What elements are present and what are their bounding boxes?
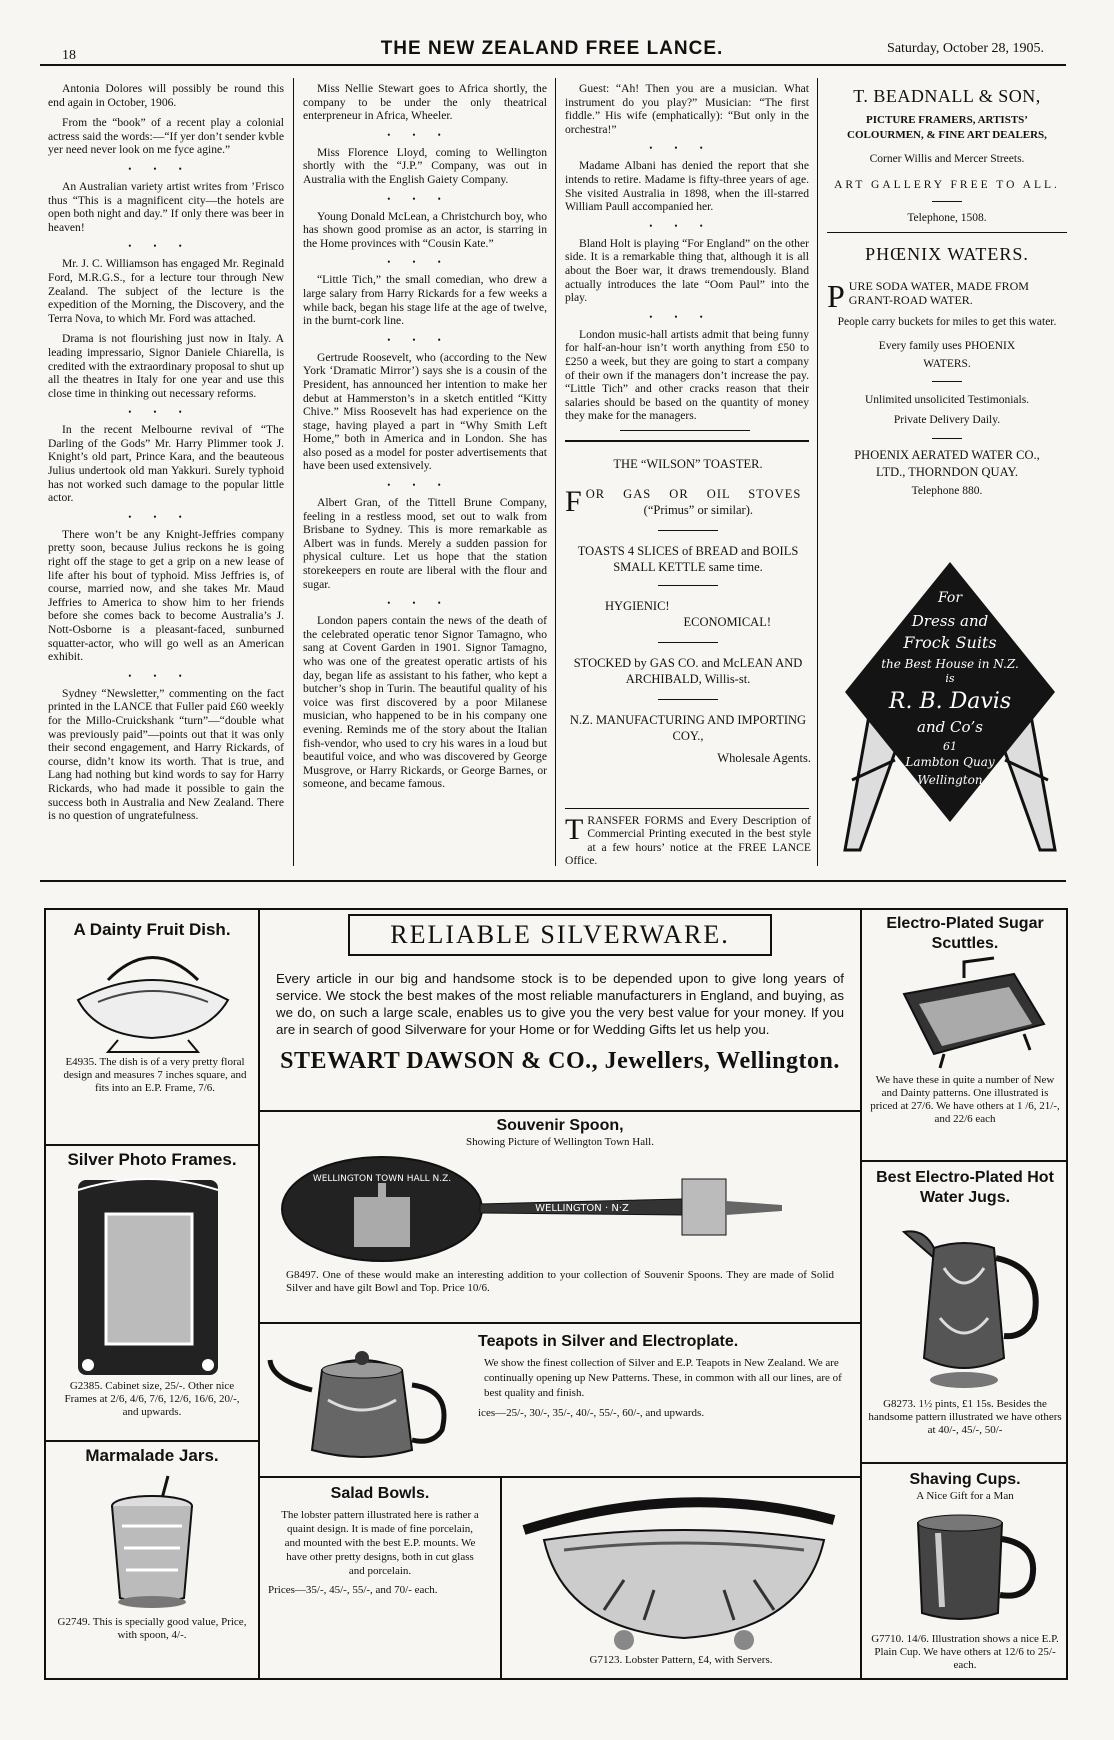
news-item: London papers contain the news of the death of the celebrated operatic tenor Signor Tamagno, who sang at Covent Garden in 1901. Signor Tamagno, who was one of the greatest operatic artists of his day, began life as assistant to his father, who kept a butcher’s shop in Turin. The beautiful quality of his voice was first discovered by a poor Milanese musician, who happened to be in his company one evening. Reminds me of the story about the Italian fish-vendor, who used to cry his wares in a loud but beautiful voice, and who was discovered by George Musgrove, or Harry Rickards, or George Barnes, or someone, and became famous. xyxy=(303,614,547,791)
ad-line: STOCKED by GAS CO. and McLEAN AND ARCHIBALD, Willis-st. xyxy=(573,656,803,686)
sign-line: and Co’s xyxy=(917,718,983,736)
news-column-3 xyxy=(565,82,809,432)
news-item: Miss Nellie Stewart goes to Africa shortly, the company to be under the only theatrical enterpreneur in Africa, Wheeler. xyxy=(303,82,547,123)
souvenir-spoon-illustration xyxy=(262,1149,858,1269)
ad-divider xyxy=(932,381,962,382)
sugar-scuttles-panel xyxy=(864,914,1066,1126)
ad-line: (“Primus” or similar). xyxy=(643,503,754,517)
separator-dots: ••• xyxy=(649,143,725,154)
beadnall-ad xyxy=(827,82,1067,226)
separator-dots: ••• xyxy=(387,480,463,491)
ad-title: T. BEADNALL & SON, xyxy=(853,86,1041,106)
panel-caption: G8273. 1½ pints, £1 15s. Besides the handsome pattern illustrated we have others at 40/-, 45/-, 50/- xyxy=(868,1398,1062,1436)
ad-divider xyxy=(258,1476,862,1478)
column-divider xyxy=(293,78,294,866)
separator-dots: ••• xyxy=(128,163,204,174)
sign-line: is xyxy=(945,672,955,685)
ad-text: RANSFER FORMS and Every Description of Commercial Printing executed in the best style at a few hours’ notice at the FREE LANCE Office. xyxy=(565,814,811,868)
panel-title: A Dainty Fruit Dish. xyxy=(73,920,231,939)
silverware-headline-panel xyxy=(262,914,858,1075)
ad-line: Every family uses PHOENIX WATERS. xyxy=(878,340,1016,370)
issue-date: Saturday, October 28, 1905. xyxy=(887,41,1044,56)
ad-divider xyxy=(932,438,962,439)
page-number: 18 xyxy=(62,48,76,63)
souvenir-spoon-panel xyxy=(262,1116,858,1295)
panel-title: Best Electro-Plated Hot Water Jugs. xyxy=(876,1169,1054,1206)
davis-sign-illustration xyxy=(840,560,1060,870)
salad-bowls-panel xyxy=(264,1484,496,1597)
ad-line: ECONOMICAL! xyxy=(683,615,771,629)
separator-dots: ••• xyxy=(128,241,204,252)
ad-line: TOASTS 4 SLICES of BREAD and BOILS SMALL KETTLE same time. xyxy=(577,544,799,574)
masthead-rule xyxy=(40,64,1066,66)
hot-water-jug-illustration xyxy=(864,1208,1066,1398)
panel-caption: G7710. 14/6. Illustration shows a nice E.P. Plain Cup. We have others at 12/6 to 25/- each. xyxy=(871,1633,1059,1671)
ad-divider xyxy=(258,1110,862,1112)
davis-tailor-ad xyxy=(840,560,1060,870)
sign-line: Dress and xyxy=(911,612,989,630)
ad-line: PHOENIX AERATED WATER CO., LTD., THORNDON QUAY. xyxy=(854,448,1040,479)
news-item: Gertrude Roosevelt, who (according to the New York ‘Dramatic Mirror’) says she is a cousin of the President, has announced her intention to make her debut at Hammerston’s in a sketch entitled “Kitty Chive.” Miss Roosevelt has had experience on the stage, having played a part in “Why Smith Left Home,” both in America and in London. She has also posed as a model for poster advertisements that have been used extensively. xyxy=(303,350,547,473)
ad-divider xyxy=(258,1322,862,1324)
ad-divider xyxy=(44,1144,260,1146)
separator-dots: ••• xyxy=(649,220,725,231)
marmalade-panel xyxy=(48,1446,256,1642)
sign-line: Lambton Quay xyxy=(905,755,995,769)
panel-caption: G2385. Cabinet size, 25/-. Other nice Frames at 2/6, 4/6, 7/6, 12/6, 16/6, 20/-, and upwards. xyxy=(64,1380,240,1418)
lobster-bowl-panel xyxy=(504,1480,858,1678)
ad-divider xyxy=(500,1476,502,1680)
ad-title: PHŒNIX WATERS. xyxy=(865,244,1029,264)
ad-line: Unlimited unsolicited Testimonials. xyxy=(864,394,1030,406)
panel-caption: G8497. One of these would make an interesting addition to your collection of Souvenir Spoons. They are made of Solid Silver and have gilt Bowl and Top. Price 10/6. xyxy=(286,1269,834,1294)
panel-caption: G2749. This is specially good value, Price, with spoon, 4/-. xyxy=(57,1616,247,1641)
ad-line: Corner Willis and Mercer Streets. xyxy=(869,153,1025,165)
headline-frame xyxy=(348,914,772,956)
section-rule xyxy=(40,880,1066,882)
news-item: London music-hall artists admit that being funny for half-an-hour isn’t worth anything from £50 to £250 a week, but they are going to start a company of their own if the managers don’t increase the pay. “Little Tich” and other cracks reason that their salaries should be based on the quantity of money they make for the managers. xyxy=(565,327,809,423)
sign-line: 61 xyxy=(943,740,957,753)
ad-divider xyxy=(44,1440,260,1442)
hot-water-jugs-panel xyxy=(864,1168,1066,1437)
sign-line: Frock Suits xyxy=(903,633,997,652)
separator-dots: ••• xyxy=(387,193,463,204)
panel-caption: The lobster pattern illustrated here is rather a quaint design. It is made of fine porcelain, and mounted with the best E.P. mounts. We have other pretty designs, both in cut glass and porcelain. xyxy=(281,1509,479,1577)
news-item: From the “book” of a recent play a colonial actress said the words:—“If yer don’t sender kvble yer need never look on me fyce agine.” xyxy=(48,116,284,157)
panel-subtitle: Showing Picture of Wellington Town Hall. xyxy=(466,1136,654,1148)
news-item: An Australian variety artist writes from ’Frisco thus “This is a magnificent city—the hotels are open both night and day.” If only there was beer in heaven! xyxy=(48,179,284,234)
panel-subtitle: A Nice Gift for a Man xyxy=(916,1490,1014,1502)
sign-line: the Best House in N.Z. xyxy=(881,657,1019,671)
panel-title: Salad Bowls. xyxy=(330,1485,430,1502)
separator-dots: ••• xyxy=(128,670,204,681)
photo-frames-panel xyxy=(48,1150,256,1419)
fruit-dish-illustration xyxy=(48,940,256,1056)
transfer-forms-ad xyxy=(565,814,811,868)
news-column-2 xyxy=(303,82,547,872)
panel-title: Teapots in Silver and Electroplate. xyxy=(478,1333,739,1350)
ad-line: OR GAS OR OIL STOVES xyxy=(585,487,802,501)
panel-caption: E4935. The dish is of a very pretty floral design and measures 7 inches square, and fits into an E.P. Frame, 7/6. xyxy=(63,1056,247,1094)
ad-divider xyxy=(620,430,750,431)
teapots-panel xyxy=(262,1328,858,1474)
ad-divider xyxy=(658,642,718,643)
ad-divider xyxy=(658,585,718,586)
ad-line: Telephone, 1508. xyxy=(907,212,987,224)
news-column-1 xyxy=(48,82,284,872)
news-item: Bland Holt is playing “For England” on the other side. It is a remarkable thing that, although it is all about the Boer war, it draws tremendously. Bland actually introduces the late “Oom Paul” into the play. xyxy=(565,236,809,305)
separator-dots: ••• xyxy=(128,407,204,418)
silverware-headline: RELIABLE SILVERWARE. xyxy=(390,920,730,949)
ad-divider xyxy=(565,440,809,442)
separator-dots: ••• xyxy=(387,598,463,609)
shaving-cup-illustration xyxy=(864,1503,1066,1633)
separator-dots: ••• xyxy=(128,511,204,522)
panel-title: Silver Photo Frames. xyxy=(67,1150,237,1169)
newspaper-title: THE NEW ZEALAND FREE LANCE. xyxy=(380,38,724,59)
panel-caption: We have these in quite a number of New and Dainty patterns. One illustrated is priced at 27/6. We have others at 1 /6, 21/-, and 22/6 each xyxy=(870,1074,1060,1125)
sugar-scuttle-illustration xyxy=(864,954,1066,1074)
separator-dots: ••• xyxy=(387,129,463,140)
teapot-illustration xyxy=(262,1330,472,1470)
ad-divider xyxy=(258,908,260,1680)
lobster-bowl-illustration xyxy=(504,1480,858,1652)
panel-title: Souvenir Spoon, xyxy=(496,1117,624,1134)
news-item: There won’t be any Knight-Jeffries company pretty soon, because Julius reckons he is going right off the stage to get a grip on a new lease of life after his bout of typhoid. Miss Jeffries is, of course, married now, and she takes Mr. Maud Jeffries to America to show him to her friends before she comes back to become Australia’s J. Nott-Osborne is a pleasant-faced, sunburned squatter-actor, who will go well as an American exhibit. xyxy=(48,527,284,664)
ad-divider xyxy=(860,1160,1068,1162)
news-item: Antonia Dolores will possibly be round this end again in October, 1906. xyxy=(48,82,284,109)
ad-divider xyxy=(932,201,962,202)
ad-title: THE “WILSON” TOASTER. xyxy=(613,457,763,471)
ad-line: Private Delivery Daily. xyxy=(893,414,1001,426)
spoon-handle-text: WELLINGTON · N·Z xyxy=(535,1203,629,1214)
news-item: Sydney “Newsletter,” commenting on the fact printed in the LANCE that Fuller paid £60 weekly for the Millo-Cruickshank “turn”—“double what was previously paid”—points out that it was only their second engagement, and Harry Rickards, of course, didn’t know its worth. That is true, and Lang had nothing but kind words to say for Harry Rickards, who had made it possible to gain the success both in Australia and New Zealand. There is no question of ungratefulness. xyxy=(48,686,284,823)
news-item: Madame Albani has denied the report that she intends to retire. Madame is fifty-three years of age. She visited Australia in 1898, when the ill-starred William Paull accompanied her. xyxy=(565,159,809,214)
phoenix-waters-ad xyxy=(827,240,1067,499)
panel-title: Shaving Cups. xyxy=(909,1471,1021,1488)
separator-dots: ••• xyxy=(387,334,463,345)
drop-cap: P xyxy=(827,278,845,314)
panel-caption: G7123. Lobster Pattern, £4, with Servers. xyxy=(589,1654,773,1666)
wilson-toaster-ad xyxy=(565,448,811,798)
panel-prices: Prices—35/-, 45/-, 55/-, and 70/- each. xyxy=(268,1584,438,1596)
ad-divider xyxy=(658,699,718,700)
sign-line: For xyxy=(937,590,963,606)
ad-divider xyxy=(658,530,718,531)
fruit-dish-panel xyxy=(48,920,256,1095)
news-item: Drama is not flourishing just now in Italy. A leading impressario, Signor Daniele Chiarella, is credited with the extraordinary proposal to shut up all the theatres in Italy for one year and use this close time in thinking out necessary reforms. xyxy=(48,332,284,400)
spoon-bowl-text: WELLINGTON TOWN HALL N.Z. xyxy=(312,1174,452,1184)
news-item: Young Donald McLean, a Christchurch boy, who has shown good promise as an actor, is starring in the Home provinces with “Cousin Kate.” xyxy=(303,209,547,250)
sign-line: R. B. Davis xyxy=(888,689,1012,714)
news-item: Mr. J. C. Williamson has engaged Mr. Reginald Ford, M.R.G.S., for a lecture tour through New Zealand. The subject of the lecture is the expedition of the Morning, the Discovery, and the Terra Nova, to which Mr. Ford was attached. xyxy=(48,257,284,325)
ad-line: Telephone 880. xyxy=(911,485,983,497)
sign-line: Wellington xyxy=(917,773,983,787)
panel-title: Marmalade Jars. xyxy=(85,1446,219,1465)
column-divider xyxy=(817,78,818,866)
drop-cap: T xyxy=(565,813,584,846)
panel-caption: We show the finest collection of Silver and E.P. Teapots in New Zealand. We are continually opening up New Patterns. These, in common with all our lines, are of best quality and finish. xyxy=(484,1357,842,1399)
marmalade-jar-illustration xyxy=(48,1466,256,1616)
separator-dots: ••• xyxy=(387,257,463,268)
masthead xyxy=(40,38,1064,63)
ad-line: URE SODA WATER, MADE FROM GRANT-ROAD WATER. xyxy=(848,279,1029,307)
ad-divider xyxy=(827,232,1067,233)
ad-line: N.Z. MANUFACTURING AND IMPORTING COY., xyxy=(569,713,807,743)
column-divider xyxy=(555,78,556,866)
panel-title: Electro-Plated Sugar Scuttles. xyxy=(886,915,1044,952)
firm-name: STEWART DAWSON & CO., Jewellers, Wellington. xyxy=(280,1048,840,1074)
news-item: Albert Gran, of the Tittell Brune Company, feeling in a restless mood, set out to walk from Brisbane to Sydney. This is more remarkable as Albert was in funds. Merely a sudden passion for physical culture. Let us hope that the station storekeepers en route are liberal with the flour and sugar. xyxy=(303,496,547,591)
ad-line: HYGIENIC! xyxy=(605,599,670,613)
ad-line: PICTURE FRAMERS, ARTISTS’ COLOURMEN, & FINE ART DEALERS, xyxy=(847,114,1047,141)
panel-prices: ices—25/-, 30/-, 35/-, 40/-, 55/-, 60/-, and upwards. xyxy=(478,1407,705,1419)
intro-text: Every article in our big and handsome stock is to be depended upon to give long years of service. We stock the best makes of the most reliable manufacturers in England, and buying, as we do, on such a large scale, enables us to give you the very best value for your money. If you are in search of good Silverware for your Home or for Wedding Gifts let us help you. xyxy=(276,971,844,1037)
ad-divider xyxy=(860,1462,1068,1464)
photo-frame-illustration xyxy=(48,1170,256,1380)
news-item: Miss Florence Lloyd, coming to Wellington shortly with the “J.P.” Company, was out in Australia with the English Gaiety Company. xyxy=(303,145,547,186)
separator-dots: ••• xyxy=(649,311,725,322)
ad-line: Wholesale Agents. xyxy=(717,751,811,765)
ad-line: People carry buckets for miles to get this water. xyxy=(837,316,1057,328)
drop-cap: F xyxy=(565,485,582,518)
ad-divider xyxy=(860,908,862,1680)
ad-line: ART GALLERY FREE TO ALL. xyxy=(834,179,1060,191)
news-item: Guest: “Ah! Then you are a musician. What instrument do you play?” Musician: “The first fiddle.” His wife (emphatically): “But only in the orchestra!” xyxy=(565,82,809,136)
shaving-cups-panel xyxy=(864,1470,1066,1672)
ad-divider xyxy=(565,808,809,809)
news-item: In the recent Melbourne revival of “The Darling of the Gods” Mr. Harry Plimmer took J. Knight’s old part, Prince Kara, and the beauteous Julius undertook old man Yakkuri. Surely typhoid has not worked such damage to the popular little actor. xyxy=(48,423,284,505)
news-item: “Little Tich,” the small comedian, who drew a large salary from Harry Rickards for a few weeks a while back, began his stage life at the age of twelve, in the burnt-cork line. xyxy=(303,273,547,328)
